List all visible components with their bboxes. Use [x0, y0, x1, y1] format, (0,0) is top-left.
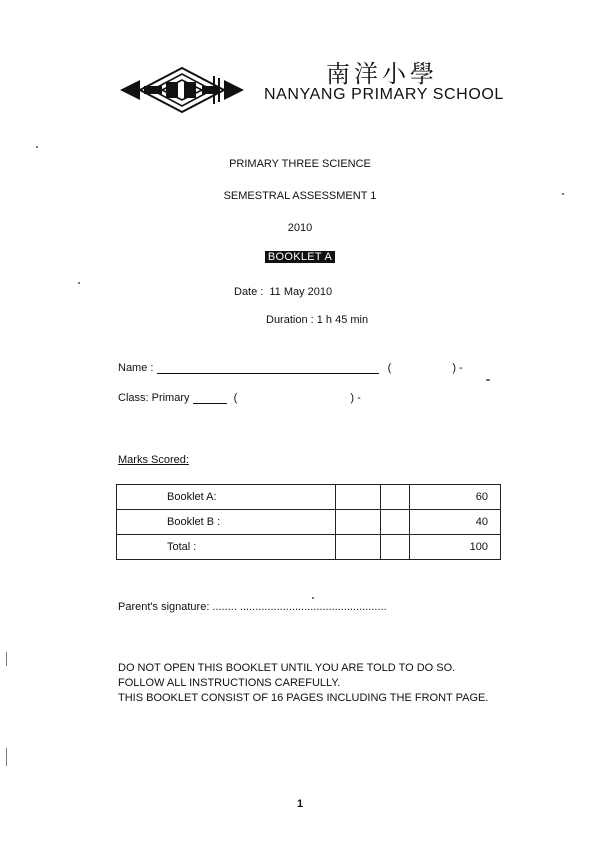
school-name-chinese: 南洋小學: [326, 60, 438, 88]
table-row: [117, 535, 501, 560]
class-paren-open: (: [233, 392, 238, 404]
instruction-line: FOLLOW ALL INSTRUCTIONS CAREFULLY.: [118, 677, 341, 689]
instruction-line: DO NOT OPEN THIS BOOKLET UNTIL YOU ARE TOLD TO DO SO.: [118, 662, 456, 674]
subject-title: PRIMARY THREE SCIENCE: [229, 158, 371, 170]
marks-blank-cell[interactable]: [336, 535, 381, 560]
date-label: Date :: [234, 286, 264, 298]
school-logo-icon: [120, 66, 244, 114]
booklet-label: [0, 251, 600, 263]
marks-row-value: 40: [410, 510, 501, 535]
table-row: [117, 510, 501, 535]
class-paren-close: ) -: [350, 392, 361, 404]
marks-blank-cell[interactable]: [336, 510, 381, 535]
marks-blank-cell[interactable]: [336, 485, 381, 510]
instruction-line: THIS BOOKLET CONSIST OF 16 PAGES INCLUDING THE FRONT PAGE.: [118, 692, 489, 704]
scan-speck: [6, 748, 7, 766]
scan-speck: [312, 597, 314, 599]
name-field: [118, 362, 463, 374]
marks-blank-cell[interactable]: [381, 510, 410, 535]
scan-speck: [562, 193, 564, 195]
assessment-title: SEMESTRAL ASSESSMENT 1: [223, 190, 377, 202]
name-paren-open: (: [387, 362, 392, 374]
exam-year: 2010: [287, 222, 313, 234]
marks-scored-title: Marks Scored:: [118, 454, 189, 466]
booklet-label-text: BOOKLET A: [265, 251, 335, 263]
exam-date: [234, 286, 332, 298]
scan-speck: [6, 652, 7, 666]
marks-blank-cell[interactable]: [381, 535, 410, 560]
scan-speck: [78, 282, 80, 284]
class-blank-line[interactable]: [193, 403, 227, 404]
exam-duration: Duration : 1 h 45 min: [266, 314, 369, 326]
date-value: 11 May 2010: [269, 286, 333, 298]
marks-row-value: 100: [410, 535, 501, 560]
class-label: Class: Primary: [118, 392, 190, 404]
instructions: [118, 661, 488, 706]
marks-table: [116, 484, 501, 560]
marks-row-label: Total :: [117, 535, 336, 560]
table-row: [117, 485, 501, 510]
marks-row-value: 60: [410, 485, 501, 510]
marks-blank-cell[interactable]: [381, 485, 410, 510]
parent-signature: Parent's signature: ........ ................................................: [118, 601, 387, 613]
scan-speck: [486, 379, 490, 381]
marks-row-label: Booklet B :: [117, 510, 336, 535]
scan-speck: [36, 146, 38, 148]
marks-row-label: Booklet A:: [117, 485, 336, 510]
school-name: NANYANG PRIMARY SCHOOL: [264, 86, 504, 103]
name-label: Name :: [118, 362, 154, 374]
page-number: 1: [296, 798, 304, 810]
name-paren-close: ) -: [452, 362, 463, 374]
class-field: [118, 392, 361, 404]
name-blank-line[interactable]: [157, 373, 379, 374]
